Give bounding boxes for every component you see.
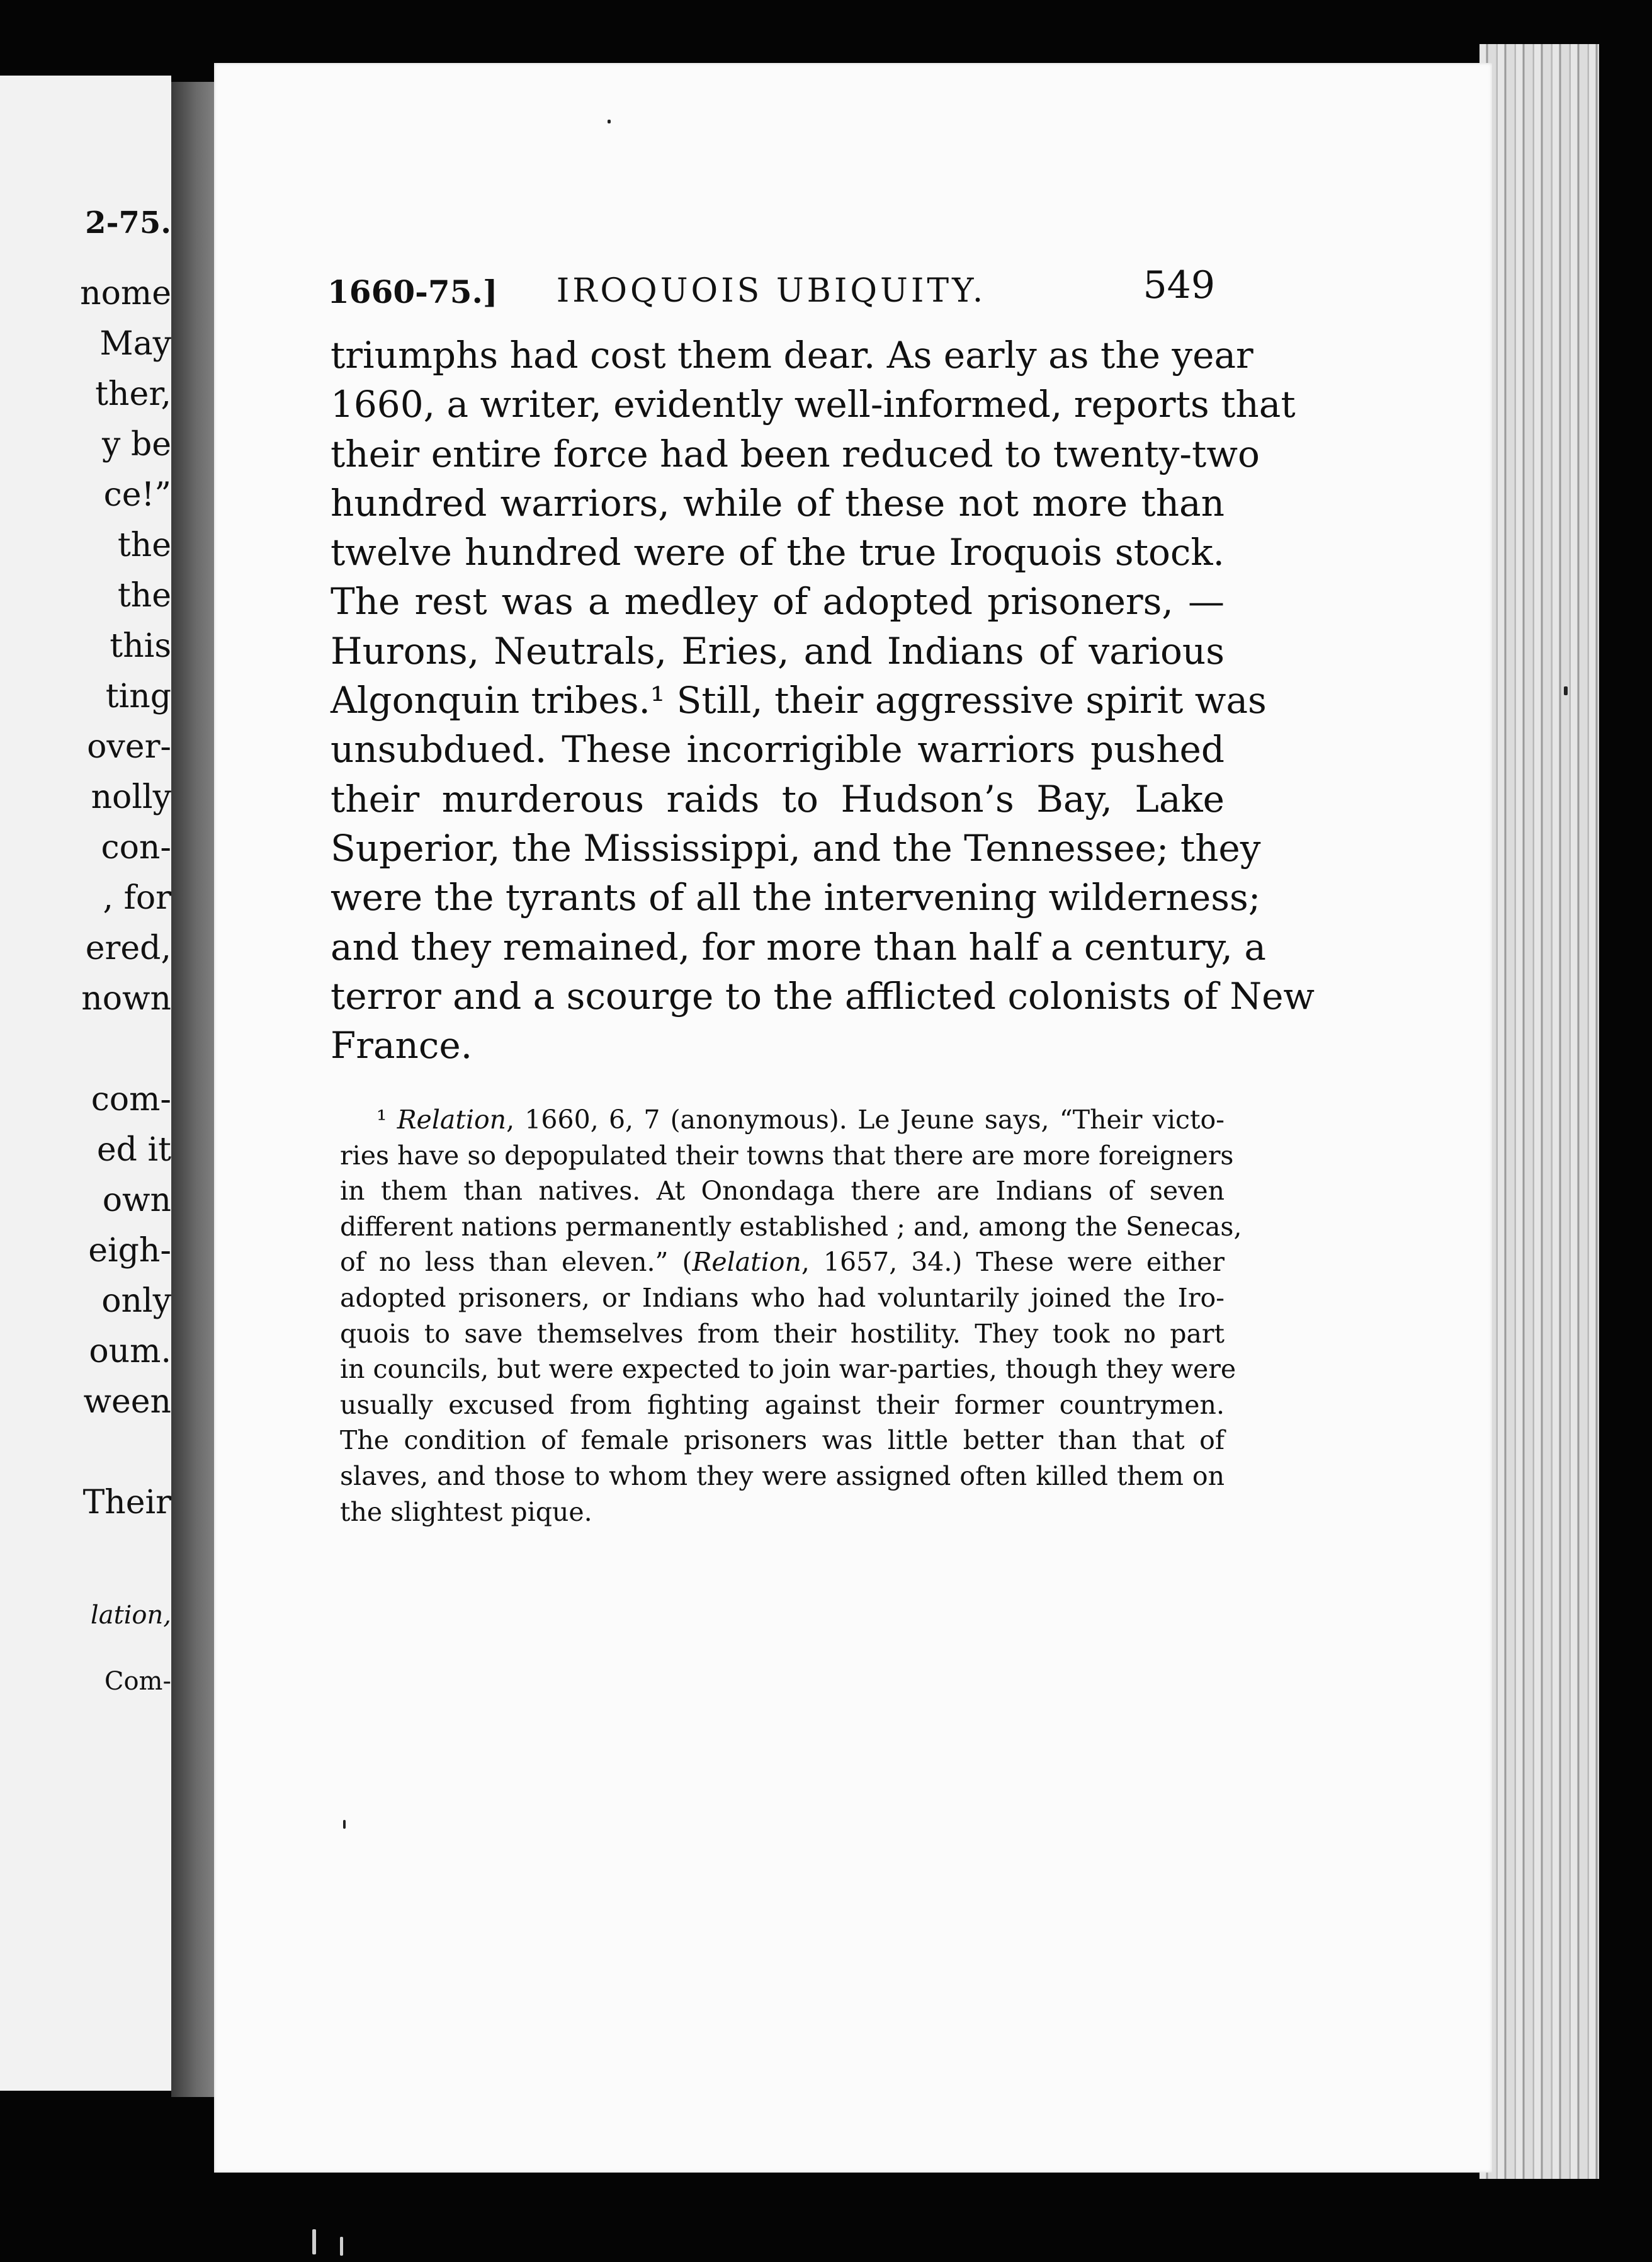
footnote-run: the slightest pique. [340,1496,592,1527]
page-number: 549 [1143,263,1215,307]
previous-page-fragment: nome [80,275,171,312]
previous-page-fragment: com- [91,1081,171,1118]
previous-page-fragment: the [117,526,171,564]
footnote-line [340,1102,1225,1138]
previous-page-fragment: 2-75. [85,205,171,241]
previous-page-fragment: lation, [90,1601,171,1630]
previous-page-fragment: nolly [91,778,171,816]
footnote-line [340,1423,1225,1458]
previous-page-fragment: ce!” [103,476,171,514]
body-line: twelve hundred were of the true Iroquois stock. [331,531,1225,574]
footnote-run: quois to save themselves from their hostility. They took no part [340,1318,1225,1349]
body-text [331,331,1315,1070]
body-line: Superior, the Mississippi, and the Tennessee; they [331,826,1261,870]
footnote-italic-run: Relation [692,1247,801,1278]
previous-page-fragment: ween [83,1383,171,1421]
footnote [340,1102,1242,1530]
previous-page-fragment: over- [87,728,171,766]
footnote-run: in councils, but were expected to join war-parties, though they were [340,1354,1236,1385]
footnote-line [340,1458,1225,1494]
previous-page-fragment: ther, [95,375,171,413]
previous-page-fragment: the [117,577,171,615]
footnote-run: usually excused from fighting against their former countrymen. [340,1389,1225,1420]
footnote-run: slaves, and those to whom they were assigned often killed them on [340,1460,1225,1491]
body-line: were the tyrants of all the intervening wilderness; [331,876,1261,919]
footnote-run: ¹ [376,1105,397,1135]
previous-page-fragment: con- [101,829,171,867]
footnote-line [340,1316,1225,1352]
running-head [327,263,1215,314]
footnote-line [340,1173,1225,1209]
body-line: France. [331,1024,473,1067]
body-line: their entire force had been reduced to twenty-two [331,432,1260,475]
previous-page-fragment: ered, [85,929,171,967]
scan-speck [608,120,611,123]
footnote-line [340,1280,1225,1316]
previous-page-fragment: nown [81,980,171,1018]
body-line: hundred warriors, while of these not more than [331,481,1225,525]
running-head-date-range: 1660-75.] [327,273,498,310]
previous-page-strip [0,76,171,2091]
footnote-run: , 1660, 6, 7 (anonymous). Le Jeune says, “Their victo- [506,1105,1225,1135]
previous-page-fragment: ed it [96,1131,171,1169]
body-line: unsubdued. These incorrigible warriors pushed [331,728,1225,771]
body-line: their murderous raids to Hudson’s Bay, Lake [331,777,1225,821]
body-line: and they remained, for more than half a century, a [331,925,1266,969]
previous-page-fragment: Their [82,1484,171,1521]
previous-page-fragment: own [102,1181,171,1219]
footnote-italic-run: Relation [397,1105,507,1135]
footnote-line [340,1351,1236,1387]
footnote-line [340,1138,1234,1174]
previous-page-fragment: Com- [104,1667,171,1696]
body-line: terror and a scourge to the afflicted colonists of New [331,974,1315,1018]
running-head-title: IROQUOIS UBIQUITY. [556,272,987,310]
footnote-run: The condition of female prisoners was little better than that of [340,1425,1225,1456]
footnote-line [340,1494,1225,1530]
body-line: triumphs had cost them dear. As early as the year [331,334,1253,377]
footnote-run: adopted prisoners, or Indians who had voluntarily joined the Iro- [340,1282,1225,1313]
scan-speck [343,1820,346,1829]
scan-speck [340,2237,343,2256]
previous-page-fragment: ting [105,678,171,715]
footnote-run: ries have so depopulated their towns that there are more foreigners [340,1140,1234,1171]
footnote-run: in them than natives. At Onondaga there are Indians of seven [340,1176,1225,1207]
footnote-line [340,1387,1225,1423]
previous-page-fragment: this [110,627,171,665]
page-stack-edge [1479,44,1599,2179]
body-line: Hurons, Neutrals, Eries, and Indians of various [331,629,1225,673]
previous-page-fragment: , for [103,879,171,917]
scan-speck [312,2229,316,2254]
footnote-line [340,1244,1225,1280]
previous-page-fragment: eigh- [88,1232,171,1270]
body-line: Algonquin tribes.¹ Still, their aggressive spirit was [331,679,1267,722]
body-line: 1660, a writer, evidently well-informed, reports that [331,383,1296,426]
body-line: The rest was a medley of adopted prisoners, — [331,580,1225,623]
previous-page-fragment: only [101,1282,171,1320]
previous-page-fragment: May [99,325,171,363]
previous-page-fragment: oum. [89,1333,171,1370]
previous-page-fragment: y be [102,426,171,463]
footnote-run: of no less than eleven.” ( [340,1247,693,1278]
scan-speck [1564,686,1568,695]
footnote-run: different nations permanently established ; and, among the Senecas, [340,1211,1242,1242]
footnote-run: , 1657, 34.) These were either [801,1247,1225,1278]
footnote-line [340,1209,1242,1245]
